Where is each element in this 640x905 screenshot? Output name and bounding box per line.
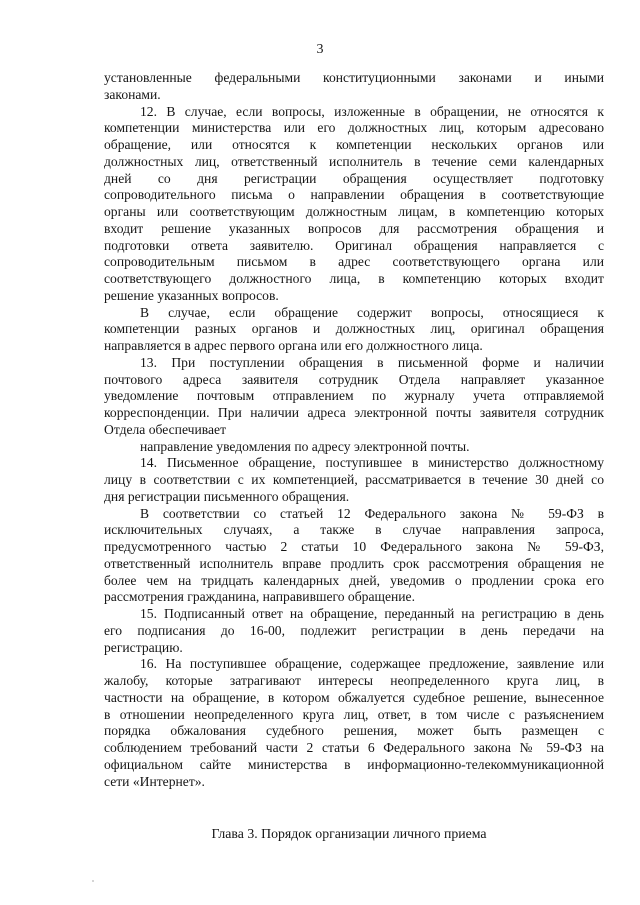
text-line: сопроводительного письма о направлении обращения в соответствующие (104, 187, 604, 203)
text-line: сети «Интернет». (104, 773, 205, 789)
text-line: исключительных случаях, а также в случае направления запроса, (104, 522, 604, 538)
text-line: В случае, если обращение содержит вопросы, относящиеся к (140, 304, 604, 320)
text-line: решение указанных вопросов. (104, 287, 279, 303)
text-line: почтового адреса заявителя сотрудник Отдела направляет указанное (104, 371, 604, 387)
text-line: сопроводительным письмом в адрес соответствующего органа или (104, 254, 604, 270)
text-line: должностных лиц, ответственный исполнитель в течение семи календарных (104, 153, 604, 169)
page-number: 3 (316, 42, 324, 57)
text-line: подготовки ответа заявителю. Оригинал обращения направляется с (104, 237, 604, 253)
text-line: официальном сайте министерства в информационно-телекоммуникационной (104, 756, 604, 772)
text-line: частности на обращение, в котором обжалуется судебное решение, вынесенное (104, 689, 604, 705)
text-line: 13. При поступлении обращения в письменной форме и наличии (140, 354, 604, 370)
text-line: направляется в адрес первого органа или его должностного лица. (104, 338, 483, 353)
text-line: дней со дня регистрации обращения осуществляет подготовку (104, 170, 604, 186)
text-line: В соответствии со статьей 12 Федерального закона № 59-ФЗ в (140, 505, 604, 521)
text-line: 14. Письменное обращение, поступившее в министерство должностному (140, 455, 604, 471)
text-line: компетенции министерства или его должностных лиц, которым адресовано (104, 120, 604, 136)
text-line: регистрацию. (104, 639, 183, 655)
text-line: 16. На поступившее обращение, содержащее предложение, заявление или (140, 656, 604, 672)
text-line: его подписания до 16-00, подлежит регистрации в день передачи на (104, 622, 604, 638)
text-line: законами. (104, 86, 161, 102)
text-line: компетенции разных органов и должностных лиц, оригинал обращения (104, 321, 604, 337)
text-line: более чем на тридцать календарных дней, уведомив о продлении срока его (104, 572, 604, 588)
text-line: 15. Подписанный ответ на обращение, переданный на регистрацию в день (140, 606, 604, 621)
body-text (104, 70, 604, 790)
text-line: корреспонденции. При наличии адреса электронной почты заявителя сотрудник (104, 405, 604, 420)
text-line: обращение, или относятся к компетенции нескольких органов или (104, 137, 604, 152)
text-line: входит решение указанных вопросов для рассмотрения обращения и (104, 220, 604, 236)
text-line: 12. В случае, если вопросы, изложенные в обращении, не относятся к (140, 103, 604, 119)
text-line: жалобу, которые затрагивают интересы неопределенного круга лиц, в (104, 673, 604, 688)
text-line: направление уведомления по адресу электронной почты. (140, 438, 470, 454)
scan-speck (92, 880, 94, 882)
text-line: соблюдением требований части 2 статьи 6 Федерального закона № 59-ФЗ на (104, 740, 604, 755)
text-line: рассмотрения гражданина, направившего обращение. (104, 589, 415, 605)
text-line: в отношении неопределенного круга лиц, ответ, в том числе с разъяснением (104, 706, 604, 722)
chapter-heading: Глава 3. Порядок организации личного приема (211, 826, 487, 841)
text-line: установленные федеральными конституционными законами и иными (104, 70, 604, 85)
text-line: органы или соответствующим должностным лицам, в компетенцию которых (104, 204, 604, 219)
text-line: уведомление почтовым отправлением по журналу учета отправляемой (104, 388, 604, 404)
text-line: порядка обжалования судебного решения, может быть размещен с (104, 723, 604, 739)
text-line: ответственный исполнитель вправе продлить срок рассмотрения обращения не (104, 555, 604, 571)
text-line: предусмотренного частью 2 статьи 10 Федерального закона № 59-ФЗ, (104, 539, 604, 554)
text-line: дня регистрации письменного обращения. (104, 488, 350, 504)
text-line: соответствующего должностного лица, в компетенцию которых входит (104, 271, 604, 286)
text-line: Отдела обеспечивает (104, 421, 227, 437)
text-line: лицу в соответствии с их компетенцией, рассматривается в течение 30 дней со (104, 472, 604, 487)
